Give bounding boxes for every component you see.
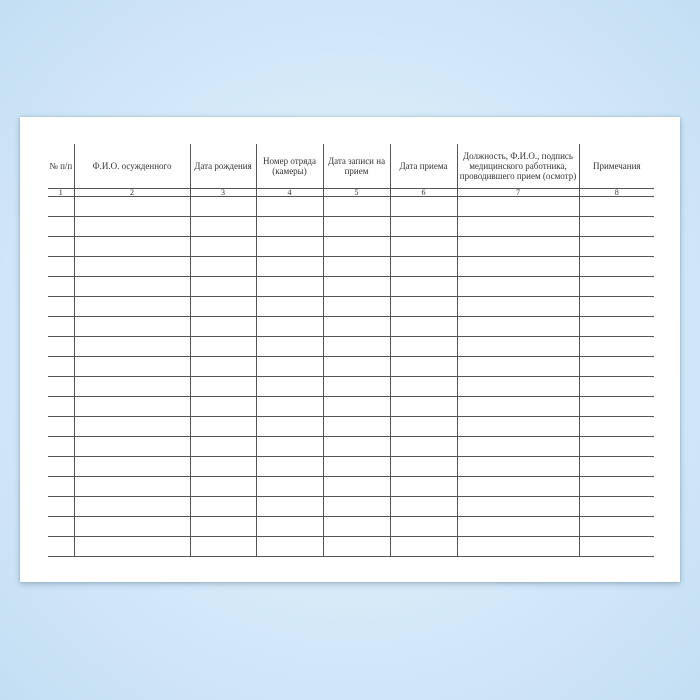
table-cell	[48, 257, 74, 277]
col-header-full-name: Ф.И.О. осужденного	[74, 144, 190, 189]
column-number-row	[48, 189, 654, 197]
table-row	[48, 237, 654, 257]
table-cell	[457, 497, 579, 517]
table-cell	[48, 277, 74, 297]
table-cell	[323, 217, 390, 237]
register-sheet	[20, 117, 680, 582]
table-cell	[390, 537, 457, 557]
table-cell	[579, 237, 654, 257]
table-cell	[190, 217, 256, 237]
table-cell	[256, 297, 323, 317]
table-row	[48, 197, 654, 217]
table-cell	[390, 457, 457, 477]
col-number: 1	[48, 189, 74, 197]
table-cell	[323, 497, 390, 517]
table-row	[48, 417, 654, 437]
table-cell	[74, 517, 190, 537]
table-cell	[457, 257, 579, 277]
table-row	[48, 397, 654, 417]
table-cell	[457, 377, 579, 397]
col-number: 2	[74, 189, 190, 197]
table-row	[48, 317, 654, 337]
table-cell	[390, 217, 457, 237]
table-cell	[48, 337, 74, 357]
table-cell	[579, 537, 654, 557]
table-cell	[323, 297, 390, 317]
table-cell	[256, 337, 323, 357]
table-cell	[457, 297, 579, 317]
table-cell	[323, 517, 390, 537]
table-cell	[190, 497, 256, 517]
table-cell	[74, 277, 190, 297]
table-cell	[190, 457, 256, 477]
table-cell	[190, 397, 256, 417]
col-number: 7	[457, 189, 579, 197]
table-cell	[323, 237, 390, 257]
table-cell	[579, 337, 654, 357]
table-cell	[390, 517, 457, 537]
table-cell	[457, 277, 579, 297]
table-cell	[390, 237, 457, 257]
table-cell	[48, 437, 74, 457]
table-cell	[256, 197, 323, 217]
register-body	[48, 197, 654, 557]
table-cell	[457, 537, 579, 557]
table-cell	[579, 477, 654, 497]
table-cell	[256, 257, 323, 277]
col-number: 3	[190, 189, 256, 197]
col-header-row-number: № п/п	[48, 144, 74, 189]
table-cell	[256, 277, 323, 297]
table-cell	[323, 417, 390, 437]
table-cell	[457, 217, 579, 237]
table-cell	[74, 237, 190, 257]
table-cell	[74, 257, 190, 277]
table-cell	[256, 477, 323, 497]
table-cell	[323, 197, 390, 217]
table-cell	[256, 457, 323, 477]
table-cell	[190, 297, 256, 317]
table-cell	[74, 197, 190, 217]
col-header-medical-worker: Должность, Ф.И.О., подпись медицинского работника, проводившего прием (осмотр)	[457, 144, 579, 189]
table-cell	[323, 537, 390, 557]
table-cell	[457, 197, 579, 217]
table-cell	[190, 377, 256, 397]
table-cell	[323, 257, 390, 277]
table-cell	[190, 317, 256, 337]
table-cell	[190, 337, 256, 357]
table-cell	[323, 317, 390, 337]
table-cell	[256, 417, 323, 437]
table-cell	[457, 477, 579, 497]
table-row	[48, 377, 654, 397]
table-cell	[74, 457, 190, 477]
col-number: 4	[256, 189, 323, 197]
table-cell	[579, 277, 654, 297]
table-cell	[48, 297, 74, 317]
table-cell	[390, 437, 457, 457]
table-cell	[190, 537, 256, 557]
table-cell	[74, 377, 190, 397]
table-cell	[190, 277, 256, 297]
col-header-appointment-date: Дата записи на прием	[323, 144, 390, 189]
table-cell	[457, 317, 579, 337]
table-cell	[390, 357, 457, 377]
table-cell	[323, 437, 390, 457]
table-cell	[74, 497, 190, 517]
table-cell	[74, 217, 190, 237]
table-cell	[190, 437, 256, 457]
table-cell	[579, 397, 654, 417]
table-cell	[579, 217, 654, 237]
table-cell	[74, 477, 190, 497]
register-table	[48, 144, 654, 557]
table-cell	[190, 237, 256, 257]
table-cell	[74, 297, 190, 317]
table-cell	[48, 477, 74, 497]
table-cell	[457, 397, 579, 417]
table-cell	[48, 377, 74, 397]
table-cell	[323, 337, 390, 357]
table-row	[48, 477, 654, 497]
col-number: 5	[323, 189, 390, 197]
table-row	[48, 277, 654, 297]
table-cell	[579, 417, 654, 437]
table-cell	[579, 297, 654, 317]
table-cell	[256, 377, 323, 397]
table-cell	[579, 377, 654, 397]
table-cell	[390, 337, 457, 357]
table-cell	[323, 477, 390, 497]
table-cell	[48, 217, 74, 237]
table-cell	[579, 437, 654, 457]
table-cell	[390, 297, 457, 317]
table-cell	[74, 417, 190, 437]
table-row	[48, 497, 654, 517]
table-cell	[390, 477, 457, 497]
table-cell	[256, 517, 323, 537]
table-cell	[457, 237, 579, 257]
table-cell	[74, 437, 190, 457]
table-cell	[190, 477, 256, 497]
table-cell	[390, 397, 457, 417]
table-row	[48, 217, 654, 237]
table-cell	[457, 437, 579, 457]
table-cell	[457, 457, 579, 477]
table-cell	[48, 317, 74, 337]
table-cell	[323, 397, 390, 417]
table-row	[48, 457, 654, 477]
table-cell	[256, 497, 323, 517]
table-cell	[579, 197, 654, 217]
table-cell	[323, 377, 390, 397]
table-cell	[323, 277, 390, 297]
table-cell	[48, 357, 74, 377]
table-cell	[323, 357, 390, 377]
table-cell	[48, 237, 74, 257]
table-cell	[579, 317, 654, 337]
table-row	[48, 357, 654, 377]
col-number: 6	[390, 189, 457, 197]
table-cell	[48, 497, 74, 517]
table-cell	[390, 257, 457, 277]
table-cell	[579, 257, 654, 277]
table-cell	[390, 377, 457, 397]
table-cell	[256, 357, 323, 377]
table-cell	[579, 517, 654, 537]
table-cell	[74, 317, 190, 337]
table-cell	[323, 457, 390, 477]
table-cell	[457, 517, 579, 537]
table-row	[48, 257, 654, 277]
col-header-visit-date: Дата приема	[390, 144, 457, 189]
table-cell	[190, 417, 256, 437]
col-number: 8	[579, 189, 654, 197]
col-header-birth-date: Дата рождения	[190, 144, 256, 189]
table-cell	[74, 357, 190, 377]
table-cell	[579, 497, 654, 517]
table-cell	[48, 397, 74, 417]
table-cell	[256, 537, 323, 557]
table-cell	[390, 197, 457, 217]
table-cell	[74, 397, 190, 417]
table-cell	[190, 257, 256, 277]
table-cell	[390, 497, 457, 517]
table-cell	[256, 217, 323, 237]
table-row	[48, 437, 654, 457]
table-cell	[190, 517, 256, 537]
table-cell	[457, 337, 579, 357]
table-row	[48, 537, 654, 557]
table-cell	[256, 237, 323, 257]
col-header-notes: Примечания	[579, 144, 654, 189]
header-row	[48, 144, 654, 189]
table-cell	[457, 357, 579, 377]
table-cell	[48, 517, 74, 537]
table-cell	[190, 357, 256, 377]
table-cell	[390, 417, 457, 437]
table-cell	[390, 277, 457, 297]
table-cell	[256, 437, 323, 457]
table-cell	[190, 197, 256, 217]
table-cell	[256, 397, 323, 417]
table-cell	[48, 457, 74, 477]
table-cell	[48, 537, 74, 557]
table-cell	[579, 357, 654, 377]
table-row	[48, 337, 654, 357]
table-cell	[74, 337, 190, 357]
table-row	[48, 297, 654, 317]
table-cell	[457, 417, 579, 437]
table-cell	[48, 417, 74, 437]
table-cell	[256, 317, 323, 337]
table-cell	[579, 457, 654, 477]
table-cell	[390, 317, 457, 337]
table-cell	[48, 197, 74, 217]
table-cell	[74, 537, 190, 557]
col-header-unit-number: Номер отряда (камеры)	[256, 144, 323, 189]
table-row	[48, 517, 654, 537]
